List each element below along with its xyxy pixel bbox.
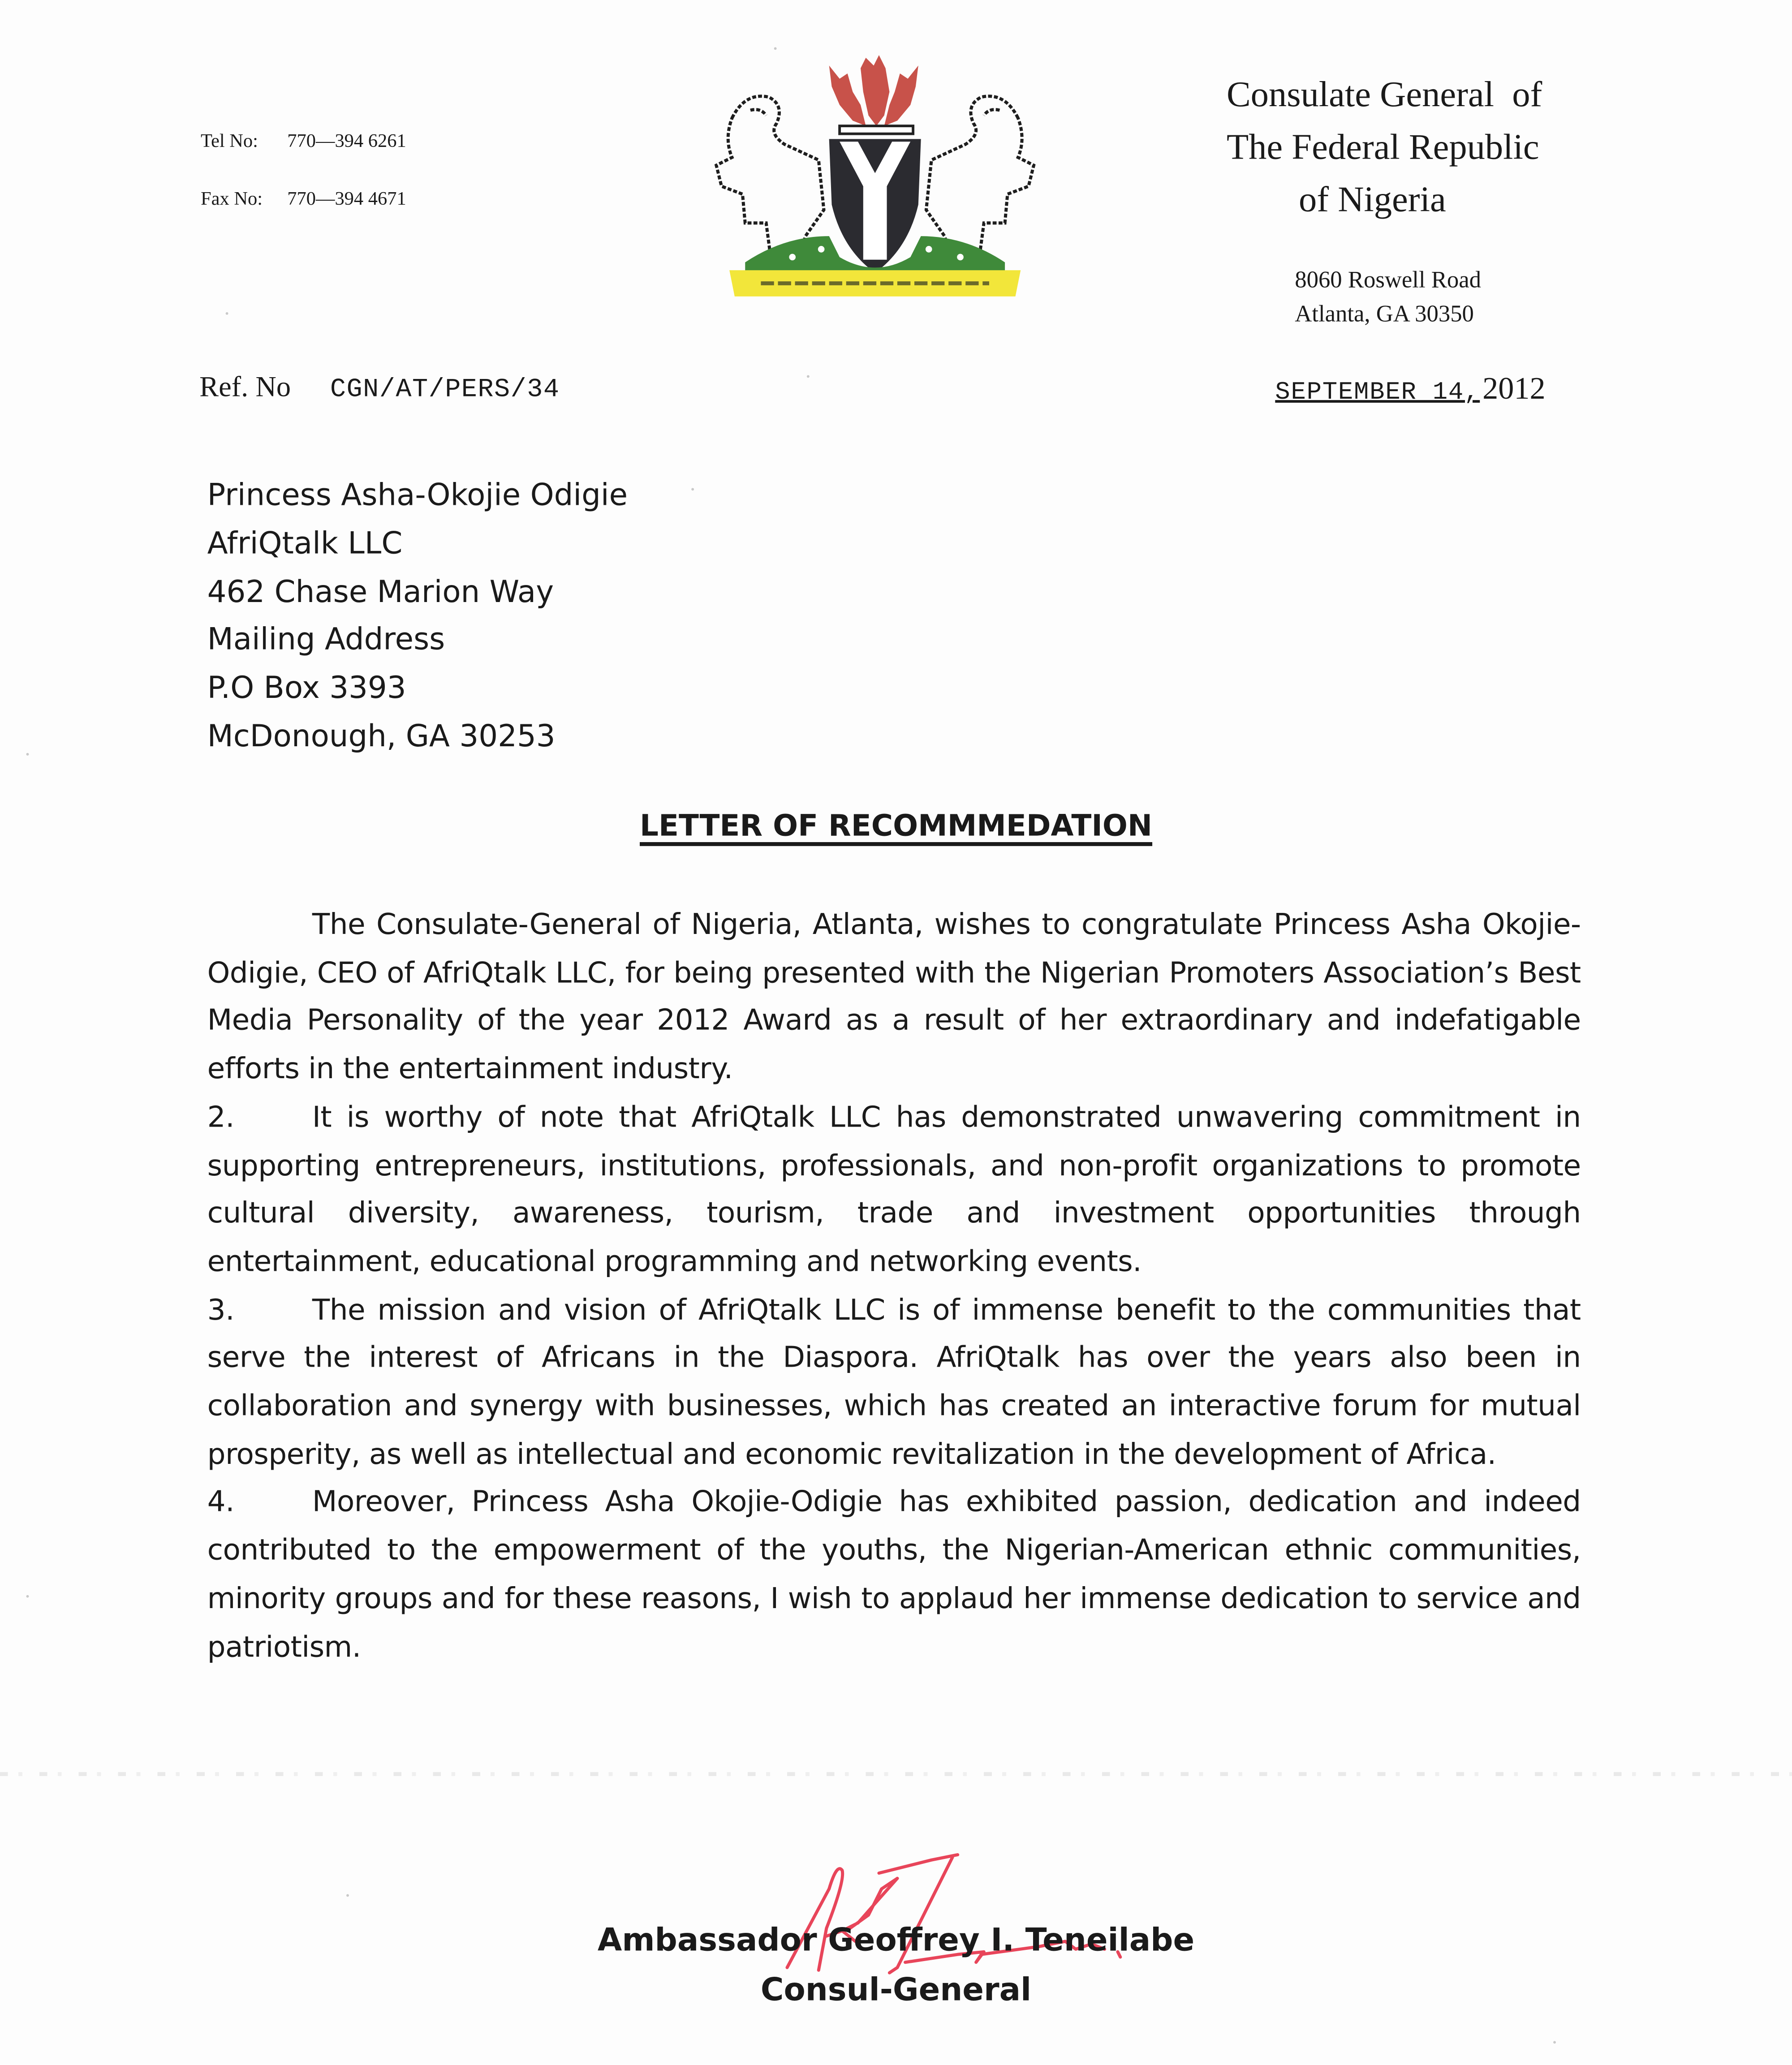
paragraph-number: 2. xyxy=(207,1101,234,1135)
recipient-address xyxy=(207,472,628,762)
org-line-2: The Federal Republic xyxy=(1226,126,1539,167)
scan-speck xyxy=(774,47,777,50)
paragraph-number: 3. xyxy=(207,1294,234,1327)
paragraph-number: 4. xyxy=(207,1487,234,1520)
paragraph-text: It is worthy of note that AfriQtalk LLC has demonstrated unwavering commitment in supporting entrepreneurs, institutions, professionals, and non-profit organizations to promote cultural diversity, awareness, tourism, trade and investment opportunities through entertainment, educational programming and networking events. xyxy=(207,1101,1581,1279)
reference-line xyxy=(199,370,560,405)
letter-title-text: LETTER OF RECOMMMEDATION xyxy=(640,809,1153,843)
fax-number: 770—394 4671 xyxy=(287,189,406,210)
org-line-3: of Nigeria xyxy=(1299,178,1446,219)
letter-title xyxy=(0,809,1792,843)
signer-name: Ambassador Geoffrey I. Teneilabe xyxy=(597,1921,1195,1958)
recipient-mailing-label: Mailing Address xyxy=(207,624,445,658)
paragraph-text: Moreover, Princess Asha Okojie-Odigie has exhibited passion, dedication and indeed contributed to the empowerment of the youths, the Nigerian-American ethnic communities, minority groups and for these reasons, I wish to applaud her immense dedication to service and patriotism. xyxy=(207,1487,1581,1664)
recipient-name: Princess Asha-Okojie Odigie xyxy=(207,478,628,513)
paragraph-text: The Consulate-General of Nigeria, Atlanta, wishes to congratulate Princess Asha Okojie-Odigie, CEO of AfriQtalk LLC, for being presented with the Nigerian Promoters Association’s Best Media Personality of the year 2012 Award as a result of her extraordinary and indefatigable efforts in the entertainment industry. xyxy=(207,909,1581,1086)
address-line-1: 8060 Roswell Road xyxy=(1295,266,1482,293)
body-paragraph-2 xyxy=(207,1095,1581,1288)
scan-speck xyxy=(346,1894,349,1897)
scan-speck xyxy=(26,753,29,756)
org-line-1: Consulate General of xyxy=(1226,73,1542,114)
body-paragraph-1 xyxy=(207,903,1581,1095)
paragraph-text: The mission and vision of AfriQtalk LLC is of immense benefit to the communities that serve the interest of Africans in the Diaspora. AfriQtalk has over the years also been in collaboration and synergy with businesses, which has created an interactive forum for mutual prosperity, as well as intellectual and economic revitalization in the development of Africa. xyxy=(207,1294,1581,1471)
reference-number: CGN/AT/PERS/34 xyxy=(330,375,560,405)
signer-title: Consul-General xyxy=(760,1971,1032,2009)
scan-speck xyxy=(26,1595,29,1598)
signer-block xyxy=(0,1915,1792,2015)
telephone-row xyxy=(201,131,406,189)
recipient-city: McDonough, GA 30253 xyxy=(207,720,556,754)
scan-artifact-line xyxy=(0,1772,1792,1776)
eagle-icon xyxy=(829,55,918,126)
fax-row xyxy=(201,189,406,247)
consulate-address xyxy=(1295,262,1481,331)
recipient-street: 462 Chase Marion Way xyxy=(207,575,554,610)
letter-date xyxy=(1275,373,1545,408)
reference-label: Ref. No xyxy=(199,370,291,403)
scan-speck xyxy=(226,312,228,315)
scan-speck xyxy=(691,488,694,490)
consulate-heading xyxy=(1227,68,1542,225)
body-paragraph-3 xyxy=(207,1287,1581,1480)
address-line-2: Atlanta, GA 30350 xyxy=(1295,300,1474,327)
date-year: 2012 xyxy=(1482,372,1546,407)
letter-body xyxy=(207,903,1581,1673)
coat-of-arms-icon xyxy=(693,39,1057,302)
body-paragraph-4 xyxy=(207,1480,1581,1673)
tel-number: 770—394 6261 xyxy=(287,131,406,152)
scan-speck xyxy=(807,375,810,378)
scan-speck xyxy=(1553,2041,1556,2043)
tel-label: Tel No: xyxy=(201,131,258,152)
date-month-day: SEPTEMBER 14, xyxy=(1275,378,1480,407)
recipient-po-box: P.O Box 3393 xyxy=(207,671,406,706)
recipient-company: AfriQtalk LLC xyxy=(207,527,403,561)
fax-label: Fax No: xyxy=(201,189,263,210)
contact-block xyxy=(201,131,406,247)
